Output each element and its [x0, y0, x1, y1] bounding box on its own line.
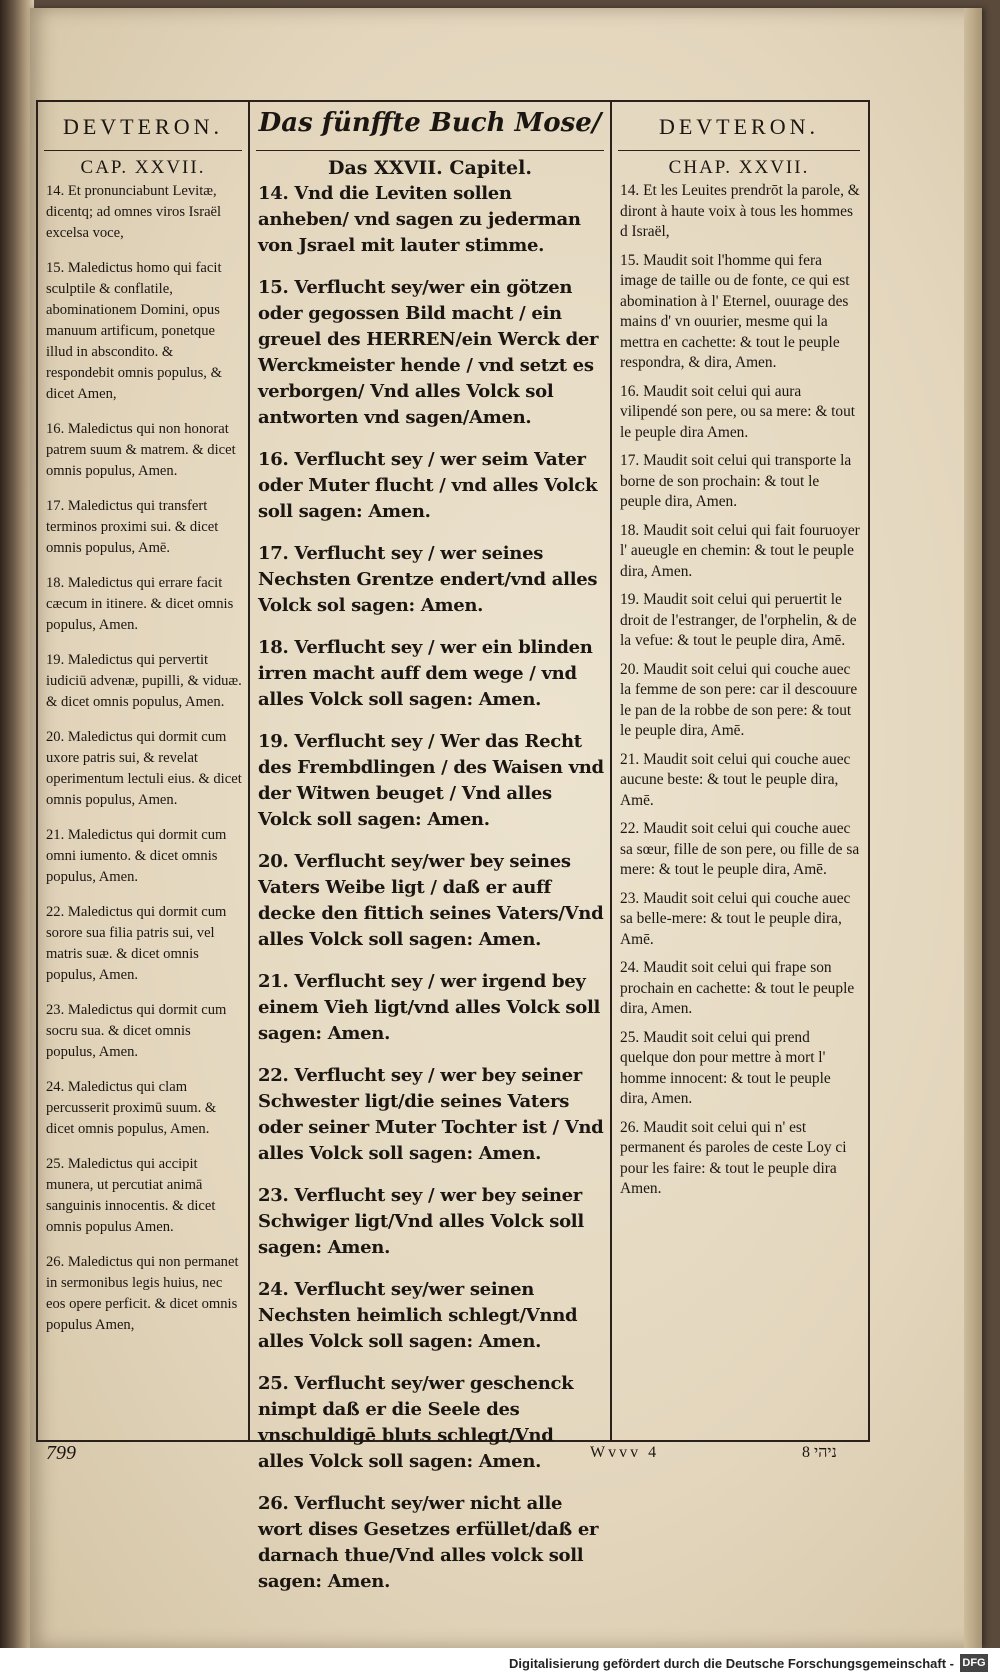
verse: 17. Maledictus qui transfert terminos proximi sui. & dicet omnis populus, Amē. [46, 498, 219, 556]
verse: 18. Maledictus qui errare facit cæcum in itinere. & dicet omnis populus, Amen. [46, 575, 234, 633]
verse: 23. Maledictus qui dormit cum socru sua. & dicet omnis populus, Amen. [46, 1002, 227, 1060]
verse: 19. Maledictus qui pervertit iudiciū advenæ, pupilli, & viduæ. & dicet omnis populus, Amen. [46, 652, 242, 710]
verse: 14. Et pronunciabunt Levitæ, dicentq; ad omnes viros Israël excelsa voce, [46, 183, 222, 241]
verse: 14. Et les Leuites prendrōt la parole, & diront à haute voix à tous les hommes d Israël, [620, 182, 860, 240]
verse: 18. Verflucht sey / wer ein blinden irren macht auff dem wege / vnd alles Volck soll sagen: Amen. [258, 637, 593, 710]
verse: 15. Verflucht sey/wer ein götzen oder gegossen Bild macht / ein greuel des HERREN/ein Werck der Werckmeister hende / vnd setzt es verborgen/ Vnd alles Volck sol antworten vnd sagen/Amen. [258, 277, 599, 428]
verse: 22. Maudit soit celui qui couche auec sa sœur, fille de son pere, ou fille de sa mere: & tout le peuple dira, Amē. [620, 820, 860, 878]
verse: 14. Vnd die Leviten sollen anheben/ vnd sagen zu jederman von Jsrael mit lauter stimme. [258, 183, 581, 256]
french-verses [612, 181, 866, 1200]
verse: 23. Verflucht sey / wer bey seiner Schwiger ligt/Vnd alles Volck soll sagen: Amen. [258, 1185, 584, 1258]
catchword: ניהי 8 [802, 1444, 837, 1461]
verse: 25. Verflucht sey/wer geschenck nimpt daß er die Seele des vnschuldigē bluts schlegt/Vnd alles Volck soll sagen: Amen. [258, 1373, 574, 1472]
verse: 24. Maudit soit celui qui frape son prochain en cachette: & tout le peuple dira, Amen. [620, 959, 855, 1017]
verse: 26. Maledictus qui non permanet in sermonibus legis huius, nec eos opere perficit. & dicet omnis populus Amen, [46, 1254, 239, 1333]
french-chapter-heading: CHAP. XXVII. [668, 157, 810, 178]
verse: 19. Verflucht sey / Wer das Recht des Frembdlingen / des Waisen vnd der Witwen beuget / Vnd alles Volck soll sagen: Amen. [258, 731, 604, 830]
verse: 22. Maledictus qui dormit cum sorore sua filia patris sui, vel matris suæ. & dicet omnis populus, Amen. [46, 904, 227, 983]
verse: 25. Maudit soit celui qui prend quelque don pour mettre à mort l' homme innocent: & tout le peuple dira, Amen. [620, 1028, 831, 1107]
verse: 20. Maledictus qui dormit cum uxore patris sui, & revelat operimentum lectuli eius. & dicet omnis populus, Amen. [46, 729, 242, 808]
verse: 15. Maledictus homo qui facit sculptile & conflatile, abominationem Domini, opus manuum artificum, ponetque illud in abscondito. & respondebit omnis populus, & dicet Amen, [46, 260, 222, 402]
verse: 16. Verflucht sey / wer seim Vater oder Muter flucht / vnd alles Volck soll sagen: Amen. [258, 449, 598, 522]
page-number: 799 [46, 1442, 76, 1464]
latin-verses [38, 181, 248, 1336]
french-column [612, 102, 866, 1440]
latin-column [38, 102, 250, 1440]
french-running-head: DEVTERON. [618, 102, 860, 151]
verse: 22. Verflucht sey / wer bey seiner Schwester ligt/die seines Vaters oder seiner Muter Tochter ist / Vnd alles Volck soll sagen: Amen. [258, 1065, 604, 1164]
dfg-logo: DFG [960, 1654, 988, 1672]
verse: 23. Maudit soit celui qui couche auec sa belle-mere: & tout le peuple dira, Amē. [620, 889, 851, 948]
verse: 21. Verflucht sey / wer irgend bey einem Vieh ligt/vnd alles Volck soll sagen: Amen. [258, 971, 601, 1044]
credit-bar [0, 1648, 1000, 1680]
book-page [30, 8, 982, 1648]
credit-text: Digitalisierung gefördert durch die Deutsche Forschungsgemeinschaft - [509, 1656, 954, 1671]
verse: 17. Verflucht sey / wer seines Nechsten Grentze endert/vnd alles Volck sol sagen: Amen. [258, 543, 598, 616]
verse: 20. Maudit soit celui qui couche auec la femme de son pere: car il descouure le pan de la robbe de son pere: & tout le peuple dira, Amē. [620, 660, 858, 739]
german-running-head: Das fünffte Buch Mose/ [256, 102, 604, 151]
german-column [250, 102, 612, 1592]
verse: 15. Maudit soit l'homme qui fera image de taille ou de fonte, ce qui est abomination à l' Eternel, ouurage des mains d' vn ouurier, mesme qui la mettra en cachette: & tout le peuple respondra, & dira, Amen. [620, 251, 850, 371]
verse: 18. Maudit soit celui qui fait fouruoyer l' aueugle en chemin: & tout le peuple dira, Amen. [620, 521, 860, 580]
latin-chapter-heading: CAP. XXVII. [80, 157, 206, 178]
verse: 21. Maledictus qui dormit cum omni iumento. & dicet omnis populus, Amen. [46, 827, 227, 885]
verse: 19. Maudit soit celui qui peruertit le droit de l'estranger, de l'orphelin, & de la vefue: & tout le peuple dira, Amē. [620, 591, 857, 649]
verse: 16. Maudit soit celui qui aura vilipendé son pere, ou sa mere: & tout le peuple dira Amen. [620, 382, 856, 441]
page-edge [964, 8, 982, 1648]
latin-running-head: DEVTERON. [44, 102, 242, 151]
verse: 25. Maledictus qui accipit munera, ut percutiat animā sanguinis innocentis. & dicet omnis populus Amen. [46, 1156, 216, 1235]
verse: 24. Maledictus qui clam percusserit proximū suum. & dicet omnis populus, Amen. [46, 1079, 217, 1137]
german-chapter-heading: Das XXVII. Capitel. [328, 157, 532, 179]
signature-mark: Wvvv 4 [590, 1444, 660, 1461]
verse: 20. Verflucht sey/wer bey seines Vaters Weibe ligt / daß er auff decke den fittich seines Vaters/Vnd alles Volck soll sagen: Amen. [258, 851, 604, 950]
book-spine [0, 0, 34, 1680]
verse: 16. Maledictus qui non honorat patrem suum & matrem. & dicet omnis populus, Amen. [46, 421, 236, 479]
german-verses [250, 181, 610, 1595]
verse: 21. Maudit soit celui qui couche auec aucune beste: & tout le peuple dira, Amē. [620, 750, 851, 809]
verse: 17. Maudit soit celui qui transporte la borne de son prochain: & tout le peuple dira, Amen. [620, 452, 852, 510]
verse: 26. Maudit soit celui qui n' est permanent és paroles de ceste Loy ci pour les faire: & tout le peuple dira Amen. [620, 1118, 847, 1197]
verse: 24. Verflucht sey/wer seinen Nechsten heimlich schlegt/Vnnd alles Volck soll sagen: Amen. [258, 1279, 578, 1352]
verse: 26. Verflucht sey/wer nicht alle wort dises Gesetzes erfüllet/daß er darnach thue/Vnd alles volck soll sagen: Amen. [258, 1493, 599, 1592]
